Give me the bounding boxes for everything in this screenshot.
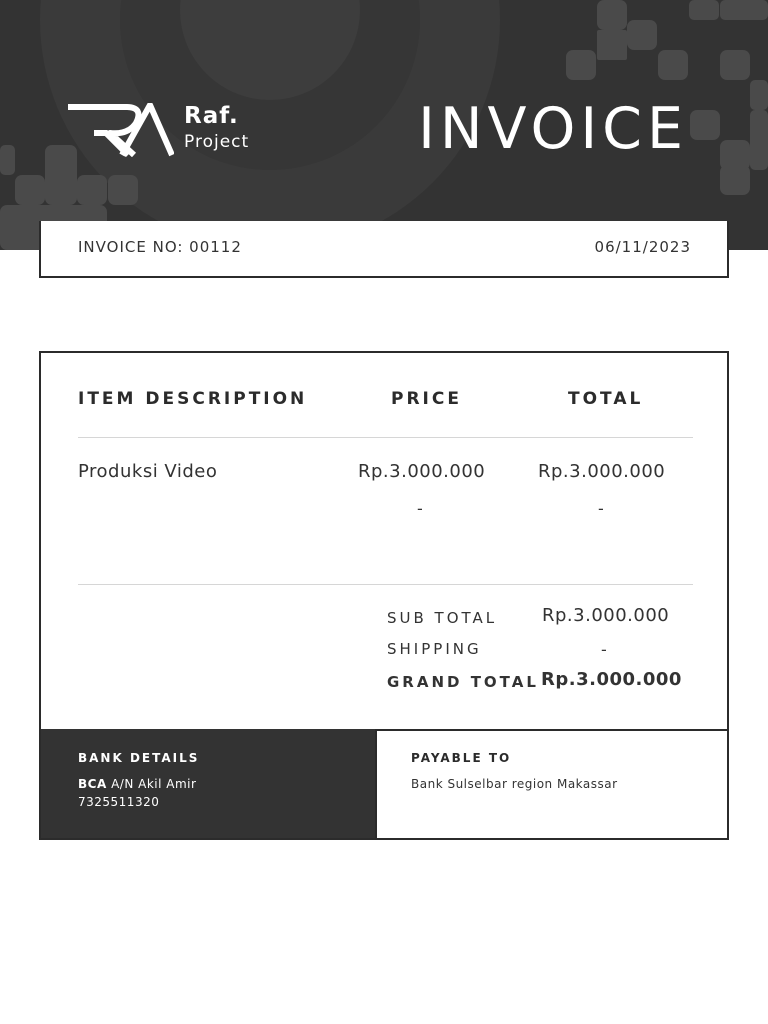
- invoice-info-bar: [39, 221, 729, 278]
- items-divider: [78, 584, 693, 585]
- item-price: Rp.3.000.000: [358, 461, 486, 482]
- sub-total-label: SUB TOTAL: [387, 609, 498, 627]
- brand-logo: [66, 103, 174, 157]
- invoice-header: [0, 0, 768, 250]
- header-divider: [78, 437, 693, 438]
- empty-price: -: [417, 499, 423, 518]
- column-header-price: PRICE: [391, 389, 462, 409]
- sub-total-value: Rp.3.000.000: [542, 605, 670, 626]
- payable-to-text: Bank Sulselbar region Makassar: [411, 777, 618, 791]
- column-header-total: TOTAL: [568, 389, 644, 409]
- bank-account-line: [78, 777, 196, 791]
- items-table: [39, 351, 729, 840]
- payable-to-panel: [375, 729, 727, 838]
- shipping-label: SHIPPING: [387, 640, 482, 658]
- account-number: 7325511320: [78, 795, 160, 809]
- grand-total-label: GRAND TOTAL: [387, 673, 539, 691]
- bank-details-heading: BANK DETAILS: [78, 751, 200, 765]
- item-total: Rp.3.000.000: [538, 461, 666, 482]
- account-holder: A/N Akil Amir: [106, 777, 197, 791]
- brand-subtitle: Project: [184, 132, 250, 152]
- invoice-number: INVOICE NO: 00112: [78, 238, 242, 256]
- payable-to-heading: PAYABLE TO: [411, 751, 512, 765]
- shipping-value: -: [601, 640, 607, 659]
- brand-name: Raf.: [184, 103, 239, 129]
- column-header-description: ITEM DESCRIPTION: [78, 389, 308, 409]
- grand-total-value: Rp.3.000.000: [541, 669, 682, 690]
- invoice-date: 06/11/2023: [594, 238, 691, 256]
- bank-name: BCA: [78, 777, 107, 791]
- bank-details-panel: [41, 729, 375, 838]
- empty-total: -: [598, 499, 604, 518]
- item-description: Produksi Video: [78, 461, 218, 482]
- invoice-title: INVOICE: [418, 96, 688, 162]
